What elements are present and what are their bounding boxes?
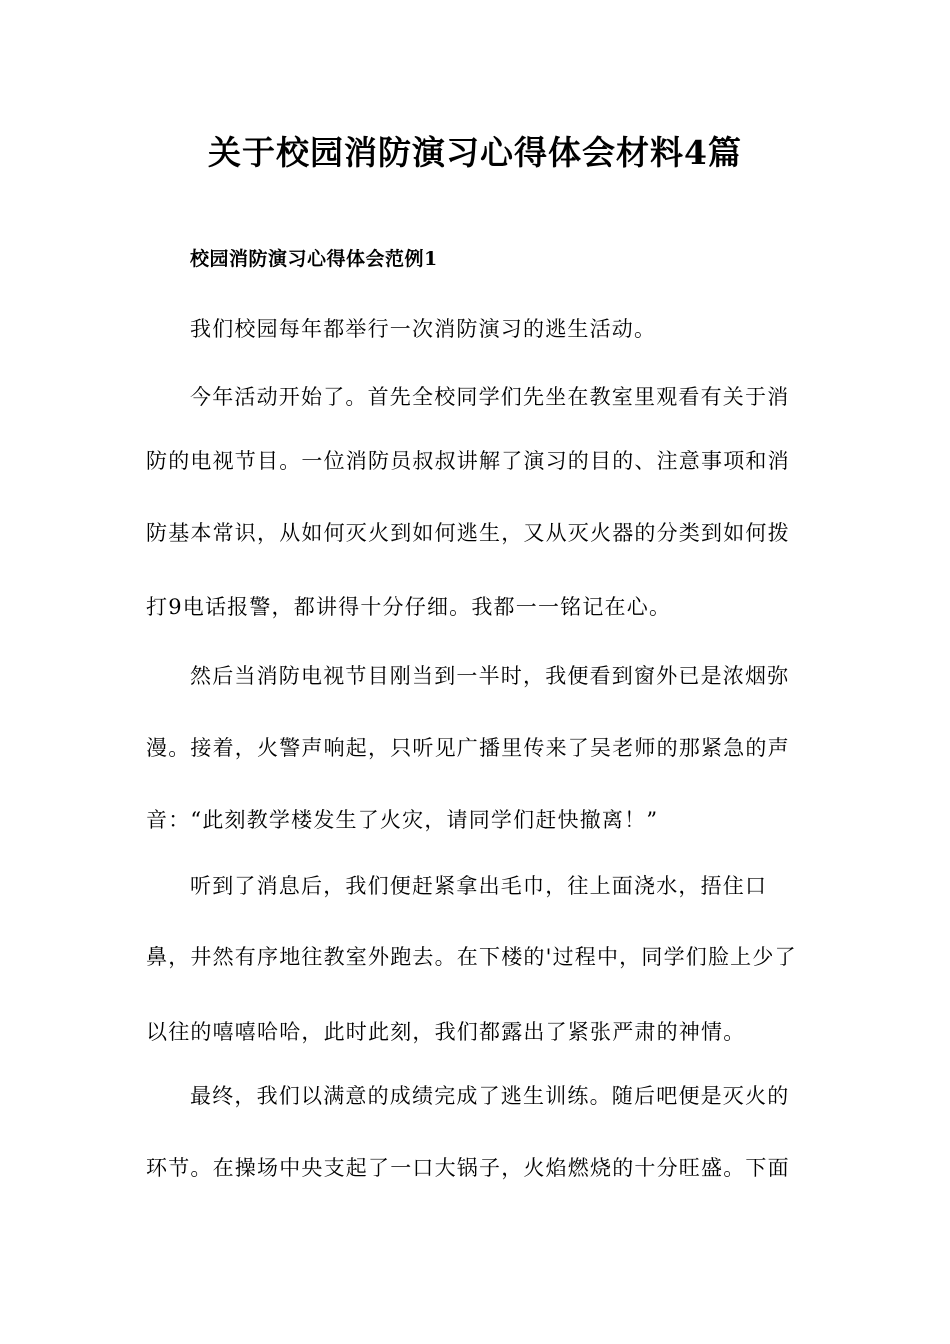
paragraph-line: 今年活动开始了。首先全校同学们先坐在教室里观看有关于消 — [190, 385, 790, 409]
paragraph-line: 防基本常识，从如何灭火到如何逃生，又从灭火器的分类到如何拨 — [146, 521, 790, 545]
document-title: 关于校园消防演习心得体会材料4篇 — [208, 133, 742, 172]
paragraph-line: 漫。接着，火警声响起，只听见广播里传来了吴老师的那紧急的声 — [146, 736, 790, 760]
section-heading: 校园消防演习心得体会范例1 — [190, 248, 438, 270]
paragraph-line: 我们校园每年都举行一次消防演习的逃生活动。 — [190, 317, 657, 341]
paragraph-line: 然后当消防电视节目刚当到一半时，我便看到窗外已是浓烟弥 — [190, 664, 790, 688]
paragraph-line: 打9电话报警，都讲得十分仔细。我都一一铭记在心。 — [146, 595, 672, 619]
paragraph-line: 最终，我们以满意的成绩完成了逃生训练。随后吧便是灭火的 — [190, 1084, 790, 1108]
paragraph-line: 听到了消息后，我们便赶紧拿出毛巾，往上面浇水，捂住口 — [190, 874, 768, 898]
paragraph-line: 音：“此刻教学楼发生了火灾，请同学们赶快撤离！” — [146, 808, 659, 832]
paragraph-line: 环节。在操场中央支起了一口大锅子，火焰燃烧的十分旺盛。下面 — [146, 1156, 790, 1180]
paragraph-line: 鼻，井然有序地往教室外跑去。在下楼的'过程中，同学们脸上少了 — [146, 945, 797, 969]
paragraph-line: 防的电视节目。一位消防员叔叔讲解了演习的目的、注意事项和消 — [146, 449, 790, 473]
paragraph-line: 以往的嘻嘻哈哈，此时此刻，我们都露出了紧张严肃的神情。 — [146, 1020, 746, 1044]
